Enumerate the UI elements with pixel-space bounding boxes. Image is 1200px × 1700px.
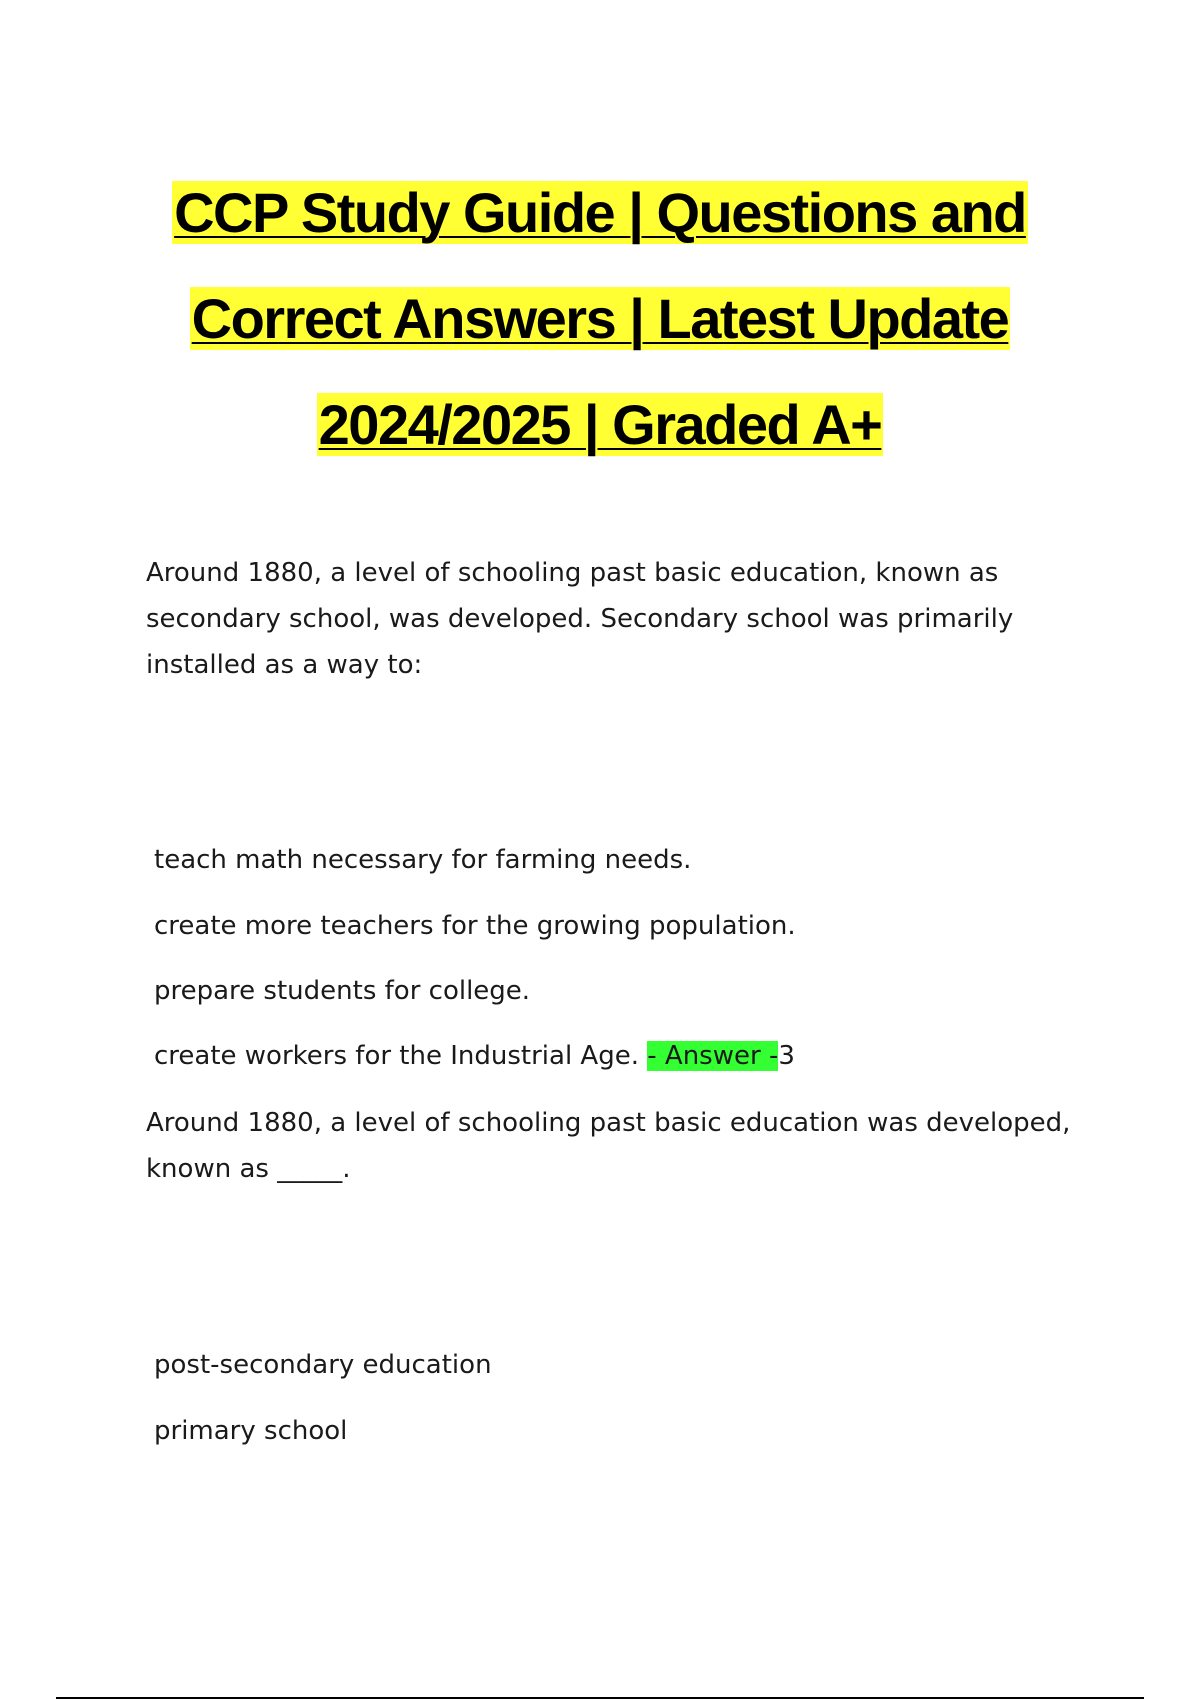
question-2-option-1: post-secondary education (154, 1350, 492, 1380)
question-1-option-4-text: create workers for the Industrial Age. (154, 1041, 639, 1071)
question-1-option-2: create more teachers for the growing population. (154, 911, 796, 941)
answer-tag: - Answer - (647, 1041, 779, 1071)
question-1-option-3: prepare students for college. (154, 976, 531, 1006)
document-title (100, 160, 1100, 478)
question-1-text: Around 1880, a level of schooling past basic education, known as secondary school, was developed. Secondary school was primarily installed as a way to: (146, 558, 1014, 680)
title-line-1: CCP Study Guide | Questions and (174, 181, 1026, 244)
question-2-option-2: primary school (154, 1416, 348, 1446)
question-1-option-4 (154, 1036, 795, 1076)
title-line-2: Correct Answers | Latest Update (191, 287, 1009, 350)
title-line-3: 2024/2025 | Graded A+ (318, 393, 882, 456)
answer-value: 3 (778, 1041, 795, 1071)
question-2-text: Around 1880, a level of schooling past basic education was developed, known as _____. (146, 1108, 1071, 1184)
page-bottom-rule (56, 1697, 1144, 1699)
question-1-option-1: teach math necessary for farming needs. (154, 845, 692, 875)
